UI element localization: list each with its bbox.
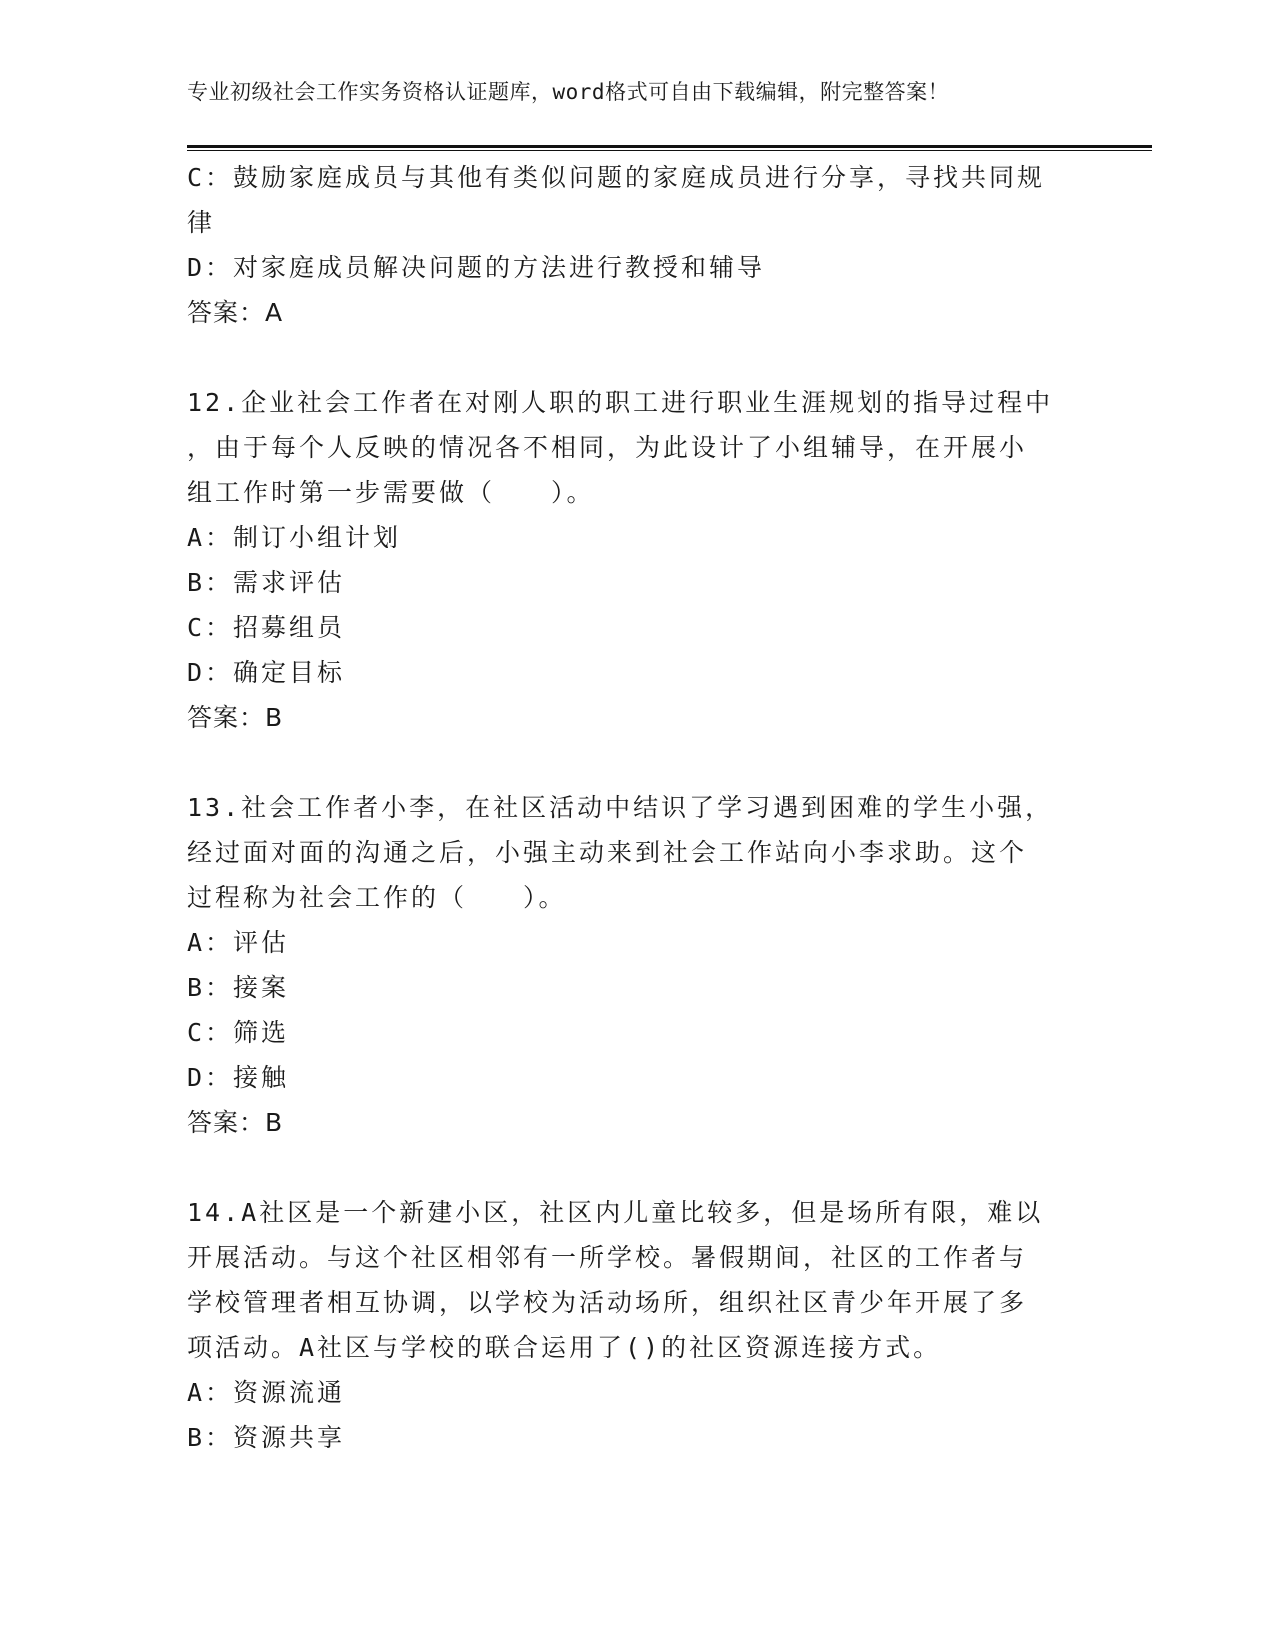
question-text: 14.A社区是一个新建小区，社区内儿童比较多，但是场所有限，难以 <box>187 1198 1044 1227</box>
option-text: D：对家庭成员解决问题的方法进行教授和辅导 <box>187 253 766 282</box>
answer-text: 答案：A <box>187 298 284 327</box>
question-text: 12.企业社会工作者在对刚人职的职工进行职业生涯规划的指导过程中 <box>187 388 1054 417</box>
option-text: C：招募组员 <box>187 613 346 642</box>
question-text: 过程称为社会工作的（ ）。 <box>187 883 567 912</box>
question-block <box>187 1190 1067 1460</box>
option-text: B：资源共享 <box>187 1423 346 1452</box>
question-text: 13.社会工作者小李，在社区活动中结识了学习遇到困难的学生小强， <box>187 793 1054 822</box>
option-text: 律 <box>187 208 216 237</box>
header-rule-thick <box>187 145 1152 148</box>
block-spacer <box>187 335 1067 380</box>
question-block <box>187 155 1067 335</box>
block-spacer <box>187 740 1067 785</box>
option-text: C：筛选 <box>187 1018 290 1047</box>
header-rule-thin <box>187 150 1152 151</box>
question-text: 学校管理者相互协调，以学校为活动场所，组织社区青少年开展了多 <box>187 1288 1028 1317</box>
option-text: D：确定目标 <box>187 658 346 687</box>
question-text: ，由于每个人反映的情况各不相同，为此设计了小组辅导，在开展小 <box>187 433 1028 462</box>
block-spacer <box>187 1145 1067 1190</box>
question-text: 经过面对面的沟通之后，小强主动来到社会工作站向小李求助。这个 <box>187 838 1028 867</box>
option-text: A：制订小组计划 <box>187 523 402 552</box>
question-content <box>187 155 1067 1460</box>
page-header: 专业初级社会工作实务资格认证题库，word格式可自由下载编辑，附完整答案！ <box>187 80 950 104</box>
option-text: C：鼓励家庭成员与其他有类似问题的家庭成员进行分享，寻找共同规 <box>187 163 1046 192</box>
question-block <box>187 785 1067 1145</box>
question-text: 开展活动。与这个社区相邻有一所学校。暑假期间，社区的工作者与 <box>187 1243 1028 1272</box>
question-text: 组工作时第一步需要做（ ）。 <box>187 478 595 507</box>
option-text: A：资源流通 <box>187 1378 346 1407</box>
answer-text: 答案：B <box>187 703 284 732</box>
question-text: 项活动。A社区与学校的联合运用了()的社区资源连接方式。 <box>187 1333 942 1362</box>
answer-text: 答案：B <box>187 1108 284 1137</box>
question-block <box>187 380 1067 740</box>
option-text: B：需求评估 <box>187 568 346 597</box>
option-text: B：接案 <box>187 973 290 1002</box>
option-text: A：评估 <box>187 928 290 957</box>
option-text: D：接触 <box>187 1063 290 1092</box>
